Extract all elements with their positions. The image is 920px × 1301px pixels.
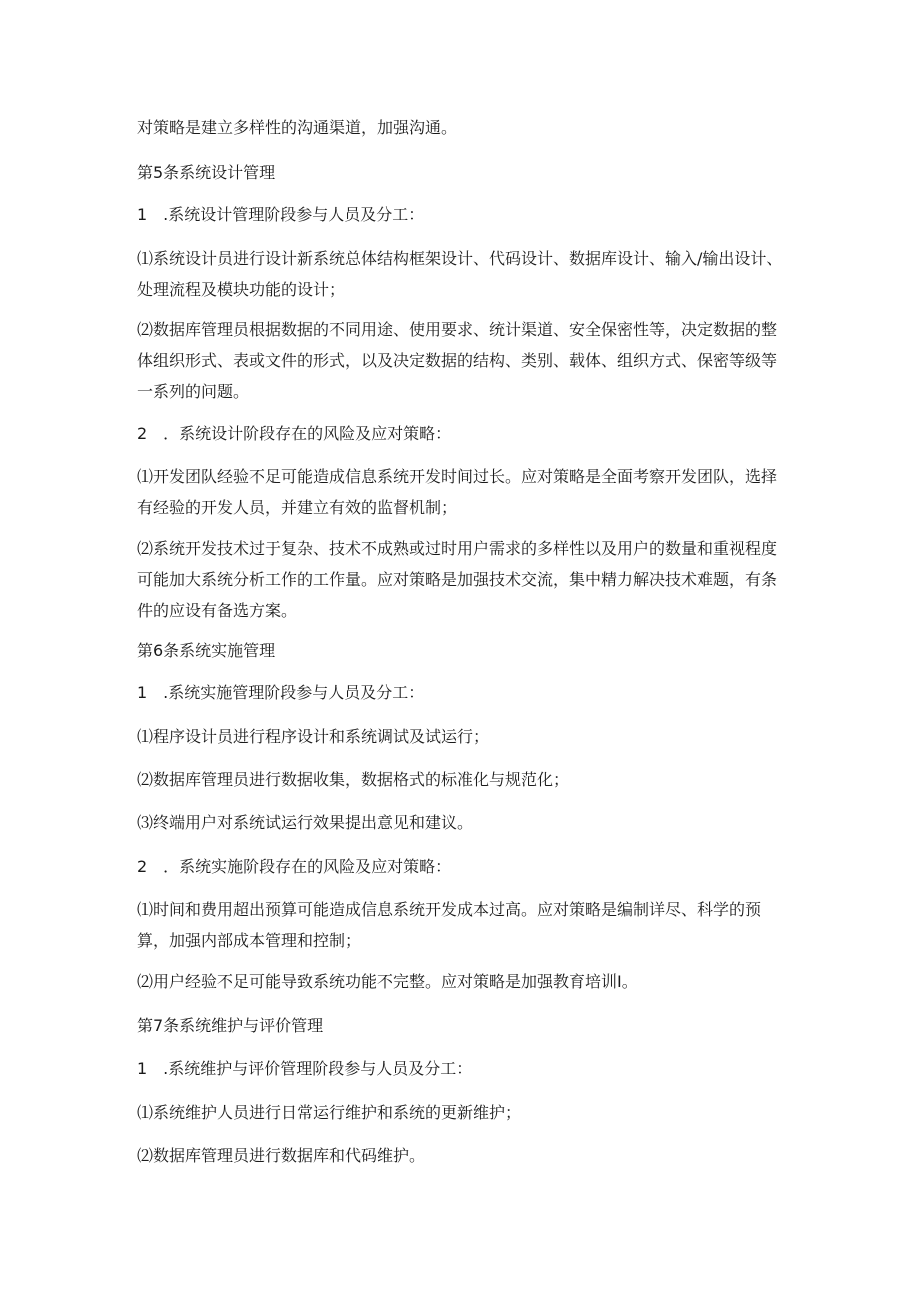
list-item: ⑵用户经验不足可能导致系统功能不完整。应对策略是加强教育培训I。 bbox=[137, 972, 638, 991]
list-item: ⑴开发团队经验不足可能造成信息系统开发时间过长。应对策略是全面考察开发团队，选择有经验的开发人员，并建立有效的监督机制； bbox=[137, 467, 778, 517]
list-item: ⑵数据库管理员进行数据收集，数据格式的标准化与规范化； bbox=[137, 770, 570, 789]
list-item: ⑵数据库管理员根据数据的不同用途、使用要求、统计渠道、安全保密性等，决定数据的整体组织形式、表或文件的形式，以及决定数据的结构、类别、载体、组织方式、保密等级等一系列的问题。 bbox=[137, 320, 778, 401]
list-item: ⑴系统维护人员进行日常运行维护和系统的更新维护； bbox=[137, 1103, 522, 1122]
list-item: ⑶终端用户对系统试运行效果提出意见和建议。 bbox=[137, 813, 474, 832]
section-2-title: 2 ．系统设计阶段存在的风险及应对策略： bbox=[137, 424, 452, 443]
paragraph-intro-strategy: 对策略是建立多样性的沟通渠道，加强沟通。 bbox=[137, 118, 458, 137]
section-1-title: 1 .系统实施管理阶段参与人员及分工： bbox=[137, 683, 425, 702]
list-item: ⑴时间和费用超出预算可能造成信息系统开发成本过高。应对策略是编制详尽、科学的预算，加强内部成本管理和控制； bbox=[137, 900, 762, 950]
list-item: ⑵数据库管理员进行数据库和代码维护。 bbox=[137, 1146, 426, 1165]
list-item: ⑴系统设计员进行设计新系统总体结构框架设计、代码设计、数据库设计、输入/输出设计、处理流程及模块功能的设计； bbox=[137, 249, 783, 299]
heading-article-5: 第5条系统设计管理 bbox=[137, 163, 276, 182]
list-item: ⑴程序设计员进行程序设计和系统调试及试运行； bbox=[137, 727, 490, 746]
section-2-title: 2 ．系统实施阶段存在的风险及应对策略： bbox=[137, 857, 452, 876]
list-item: ⑵系统开发技术过于复杂、技术不成熟或过时用户需求的多样性以及用户的数量和重视程度可能加大系统分析工作的工作量。应对策略是加强技术交流，集中精力解决技术难题，有条件的应设有备选方案。 bbox=[137, 539, 778, 620]
heading-article-7: 第7条系统维护与评价管理 bbox=[137, 1016, 324, 1035]
heading-article-6: 第6条系统实施管理 bbox=[137, 641, 276, 660]
section-1-title: 1 .系统维护与评价管理阶段参与人员及分工： bbox=[137, 1059, 473, 1078]
section-1-title: 1 .系统设计管理阶段参与人员及分工： bbox=[137, 205, 425, 224]
